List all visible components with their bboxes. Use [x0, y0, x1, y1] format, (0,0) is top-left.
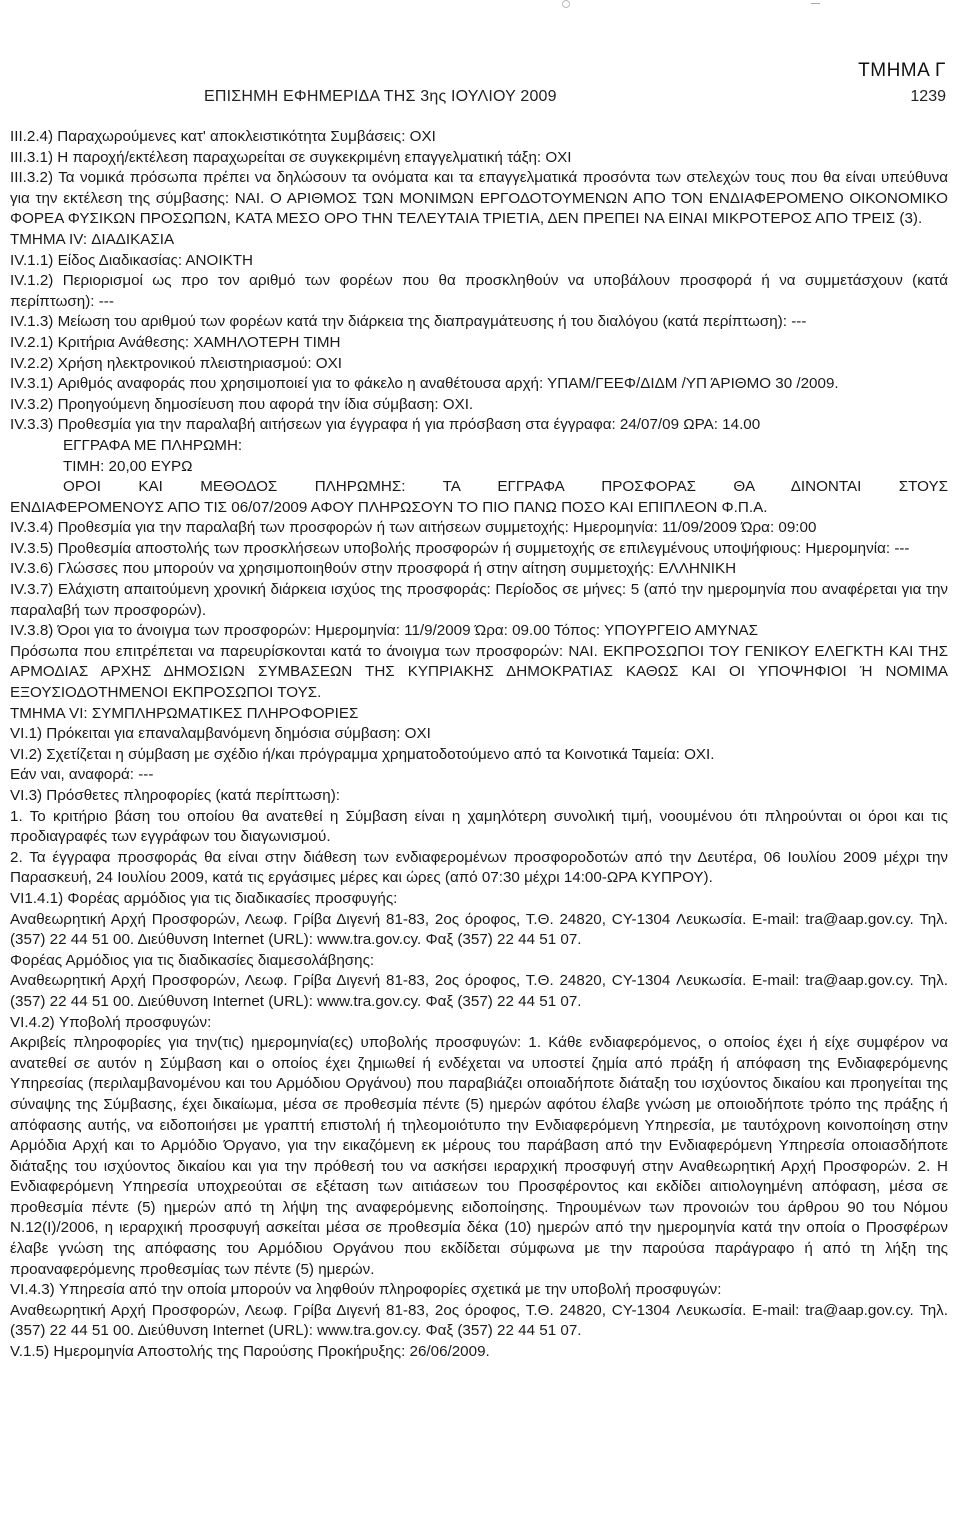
paragraph: IV.3.2) Προηγούμενη δημοσίευση που αφορά την ίδια σύμβαση: ΟΧΙ. [10, 395, 474, 413]
paragraph: V.1.5) Ημερομηνία Αποστολής της Παρούσης Προκήρυξης: 26/06/2009. [10, 1343, 490, 1361]
paragraph: IV.3.4) Προθεσμία για την παραλαβή των προσφορών ή των αιτήσεων συμμετοχής: Ημερομηνία: 11/09/2009 Ώρα: 09:00 [10, 519, 817, 537]
paragraph: 1. Το κριτήριο βάση του οποίου θα ανατεθεί η Σύμβαση είναι η χαμηλότερη συνολική τιμή, νοουμένου ότι πληρούνται οι όροι και τις προδιαγραφές των εγγράφων του διαγωνισμού. [10, 807, 948, 846]
paragraph: Αναθεωρητική Αρχή Προσφορών, Λεωφ. Γρίβα Διγενή 81-83, 2ος όροφος, Τ.Θ. 24820, CY-1304 Λευκωσία. E-mail: tra@aap.gov.cy. Τηλ. (357) 22 44 51 00. Διεύθυνση Internet (URL): www.tra.gov.cy. Φαξ (357) 22 44 51 07. [10, 910, 948, 949]
running-header [0, 88, 960, 110]
paragraph: IV.2.1) Κριτήρια Ανάθεσης: ΧΑΜΗΛΟΤΕΡΗ ΤΙΜΗ [10, 333, 341, 351]
paragraph: VI.2) Σχετίζεται η σύμβαση με σχέδιο ή/και πρόγραμμα χρηματοδοτούμενο από τα Κοινοτικά Ταμεία: ΟΧΙ. [10, 745, 715, 763]
paragraph: Πρόσωπα που επιτρέπεται να παρευρίσκονται κατά το άνοιγμα των προσφορών: ΝΑΙ. ΕΚΠΡΟΣΩΠΟΙ ΤΟΥ ΓΕΝΙΚΟΥ ΕΛΕΓΚΤΗ ΚΑΙ ΤΗΣ ΑΡΜΟΔΙΑΣ ΑΡΧΗΣ ΔΗΜΟΣΙΩΝ ΣΥΜΒΑΣΕΩΝ ΤΗΣ ΚΥΠΡΙΑΚΗΣ ΔΗΜΟΚΡΑΤΙΑΣ ΚΑΘΩΣ ΚΑΙ ΟΙ ΥΠΟΨΗΦΙΟΙ Ή ΝΟΜΙΜΑ ΕΞΟΥΣΙΟΔΟΤΗΜΕΝΟΙ ΕΚΠΡΟΣΩΠΟΙ ΤΟΥΣ. [10, 642, 948, 702]
document-body [10, 127, 948, 1363]
paragraph: VI1.4.1) Φορέας αρμόδιος για τις διαδικασίες προσφυγής: [10, 889, 398, 907]
paragraph: ΙΙΙ.3.2) Τα νομικά πρόσωπα πρέπει να δηλώσουν τα ονόματα και τα επαγγελματικά προσόντα των στελεχών τους που θα είναι υπεύθυνα για την εκτέλεση της σύμβασης: ΝΑΙ. Ο ΑΡΙΘΜΟΣ ΤΩΝ ΜΟΝΙΜΩΝ ΕΡΓΟΔΟΤΟΥΜΕΝΩΝ ΑΠΟ ΤΟΝ ΕΝΔΙΑΦΕΡΟΜΕΝΟ ΟΙΚΟΝΟΜΙΚΟ ΦΟΡΕΑ ΦΥΣΙΚΩΝ ΠΡΟΣΩΠΩΝ, ΚΑΤΑ ΜΕΣΟ ΟΡΟ ΤΗΝ ΤΕΛΕΥΤΑΙΑ ΤΡΙΕΤΙΑ, ΔΕΝ ΠΡΕΠΕΙ ΝΑ ΕΙΝΑΙ ΜΙΚΡΟΤΕΡΟΣ ΑΠΟ ΤΡΕΙΣ (3). [10, 169, 948, 228]
scan-dash [811, 3, 820, 4]
paragraph: ΙΙΙ.2.4) Παραχωρούμενες κατ' αποκλειστικότητα Συμβάσεις: ΟΧΙ [10, 128, 436, 145]
scan-mark [562, 0, 570, 8]
paragraph: Ακριβείς πληροφορίες για την(τις) ημερομηνία(ες) υποβολής προσφυγών: 1. Κάθε ενδιαφερόμενος, ο οποίος έχει ή είχε συμφέρον να ανατεθεί σε αυτόν η Σύμβαση και ο οποίος έχει ζημιωθεί ή ενδέχεται να υποστεί ζημία από πράξη ή απόφαση της Ενδιαφερόμενης Υπηρεσίας (περιλαμβανομένου και του Αρμόδιου Οργάνου) που παραβιάζει οποιαδήποτε διάταξη του ισχύοντος δικαίου και προηγείται της σύναψης της Σύμβασης, έχει δικαίωμα, μέσα σε προθεσμία πέντε (5) ημερών αφότου έλαβε γνώση με οποιοδήποτε τρόπο της πράξης ή απόφασης αυτής, να ειδοποιήσει με γραπτή επιστολή ή τηλεομοιότυπο την Ενδιαφερόμενη Υπηρεσία, με ταυτόχρονη κοινοποίηση στην Αρμόδια Αρχή και το Αρμόδιο Όργανο, για την εικαζόμενη εκ μέρους του παράβαση από την Ενδιαφερόμενη Υπηρεσία οποιασδήποτε διάταξης του ισχύοντος δικαίου και για την πρόθεσή του να ασκήσει ιεραρχική προσφυγή στην Αναθεωρητική Αρχή Προσφορών. 2. Η Ενδιαφερόμενη Υπηρεσία υποχρεούται σε εξέταση των αιτιάσεων του Προσφέροντος και εκδίδει αιτιολογημένη απόφαση, μέσα σε προθεσμία πέντε (5) ημερών από τη λήψη της αναφερόμενης ειδοποίησης. Τηρουμένων των προνοιών του άρθρου 90 του Νόμου Ν.12(Ι)/2006, η ιεραρχική προσφυγή ασκείται μέσα σε προθεσμία δέκα (10) ημερών από την ημερομηνία κατά την οποία ο Προσφέρων έλαβε γνώση της απόφασης του Αρμόδιου Οργάνου που εκδίδεται σύμφωνα με την παρούσα παράγραφο ή από τη λήξη της προαναφερόμενης προθεσμίας των πέντε (5) ημερών. [10, 1034, 948, 1278]
section-label: ΤΜΗΜΑ Γ [858, 60, 946, 81]
paragraph: ΙΙΙ.3.1) Η παροχή/εκτέλεση παραχωρείται σε συγκεκριμένη επαγγελματική τάξη: ΟΧΙ [10, 148, 572, 166]
paragraph: Αναθεωρητική Αρχή Προσφορών, Λεωφ. Γρίβα Διγενή 81-83, 2ος όροφος, Τ.Θ. 24820, CY-1304 Λευκωσία. E-mail: tra@aap.gov.cy. Τηλ. (357) 22 44 51 00. Διεύθυνση Internet (URL): www.tra.gov.cy. Φαξ (357) 22 44 51 07. [10, 972, 948, 1010]
paragraph-indented: ΕΓΓΡΑΦΑ ΜΕ ΠΛΗΡΩΜΗ: [63, 436, 243, 454]
paragraph-indented: ΤΙΜΗ: 20,00 ΕΥΡΩ [63, 457, 193, 475]
paragraph: IV.1.1) Είδος Διαδικασίας: ΑΝΟΙΚΤΗ [10, 251, 253, 269]
paragraph: VI.4.2) Υποβολή προσφυγών: [10, 1013, 212, 1031]
paragraph: IV.1.3) Μείωση του αριθμού των φορέων κατά την διάρκεια της διαπραγμάτευσης ή του διαλόγου (κατά περίπτωση): --- [10, 313, 807, 331]
paragraph-indented: ΟΡΟΙ ΚΑΙ ΜΕΘΟΔΟΣ ΠΛΗΡΩΜΗΣ: ΤΑ ΕΓΓΡΑΦΑ ΠΡΟΣΦΟΡΑΣ ΘΑ ΔΙΝΟΝΤΑΙ ΣΤΟΥΣ [63, 478, 948, 496]
paragraph: IV.1.2) Περιορισμοί ως προ τον αριθμό των φορέων που θα προσκληθούν να υποβάλουν προσφορά ή να συμμετάσχουν (κατά περίπτωση): --- [10, 272, 948, 310]
paragraph: Αναθεωρητική Αρχή Προσφορών, Λεωφ. Γρίβα Διγενή 81-83, 2ος όροφος, Τ.Θ. 24820, CY-1304 Λευκωσία. E-mail: tra@aap.gov.cy. Τηλ. (357) 22 44 51 00. Διεύθυνση Internet (URL): www.tra.gov.cy. Φαξ (357) 22 44 51 07. [10, 1301, 948, 1340]
paragraph: VI.3) Πρόσθετες πληροφορίες (κατά περίπτωση): [10, 787, 340, 804]
paragraph: IV.3.5) Προθεσμία αποστολής των προσκλήσεων υποβολής προσφορών ή συμμετοχής σε επιλεγμένους υποψήφιους: Ημερομηνία: --- [10, 539, 910, 557]
section-heading: ΤΜΗΜΑ VI: ΣΥΜΠΛΗΡΩΜΑΤΙΚΕΣ ΠΛΗΡΟΦΟΡΙΕΣ [10, 704, 359, 722]
page-number: 1239 [910, 88, 946, 105]
paragraph: IV.3.8) Όροι για το άνοιγμα των προσφορών: Ημερομηνία: 11/9/2009 Ώρα: 09.00 Τόπος: ΥΠΟΥΡΓΕΙΟ ΑΜΥΝΑΣ [10, 622, 759, 640]
paragraph: VI.1) Πρόκειται για επαναλαμβανόμενη δημόσια σύμβαση: ΟΧΙ [10, 725, 431, 743]
paragraph: IV.3.3) Προθεσμία για την παραλαβή αιτήσεων για έγγραφα ή για πρόσβαση στα έγγραφα: 24/07/09 ΩΡΑ: 14.00 [10, 416, 761, 434]
paragraph: IV.3.6) Γλώσσες που μπορούν να χρησιμοποιηθούν στην προσφορά ή στην αίτηση συμμετοχής: ΕΛΛΗΝΙΚΗ [10, 560, 737, 578]
paragraph: Φορέας Αρμόδιος για τις διαδικασίες διαμεσολάβησης: [10, 951, 375, 969]
paragraph: ΕΝΔΙΑΦΕΡΟΜΕΝΟΥΣ ΑΠΟ ΤΙΣ 06/07/2009 ΑΦΟΥ ΠΛΗΡΩΣΟΥΝ ΤΟ ΠΙΟ ΠΑΝΩ ΠΟΣΟ ΚΑΙ ΕΠΙΠΛΕΟΝ Φ.Π.Α. [10, 498, 768, 516]
paragraph: VI.4.3) Υπηρεσία από την οποία μπορούν να ληφθούν πληροφορίες σχετικά με την υποβολή προσφυγών: [10, 1281, 722, 1299]
paragraph: IV.3.7) Ελάχιστη απαιτούμενη χρονική διάρκεια ισχύος της προσφοράς: Περίοδος σε μήνες: 5 (από την ημερομηνία που αναφέρεται για την παραλαβή των προσφορών). [10, 581, 948, 619]
section-heading: ΤΜΗΜΑ IV: ΔΙΑΔΙΚΑΣΙΑ [10, 230, 175, 248]
paragraph: IV.2.2) Χρήση ηλεκτρονικού πλειστηριασμού: ΟΧΙ [10, 354, 342, 372]
paragraph: 2. Τα έγγραφα προσφοράς θα είναι στην διάθεση των ενδιαφερομένων προσφοροδοτών από την Δευτέρα, 06 Ιουλίου 2009 μέχρι την Παρασκευή, 24 Ιουλίου 2009, κατά τις εργάσιμες μέρες και ώρες (από 07:30 μέχρι 14:00-ΩΡΑ ΚΥΠΡΟΥ). [10, 848, 948, 887]
journal-title: ΕΠΙΣΗΜΗ ΕΦΗΜΕΡΙΔΑ ΤΗΣ 3ης ΙΟΥΛΙΟΥ 2009 [204, 88, 557, 105]
paragraph: IV.3.1) Αριθμός αναφοράς που χρησιμοποιεί για το φάκελο η αναθέτουσα αρχή: ΥΠΑΜ/ΓΕΕΦ/ΔΙΔΜ /ΥΠ ΆΡΙΘΜΟ 30 /2009. [10, 375, 839, 393]
paragraph: Εάν ναι, αναφορά: --- [10, 766, 154, 784]
